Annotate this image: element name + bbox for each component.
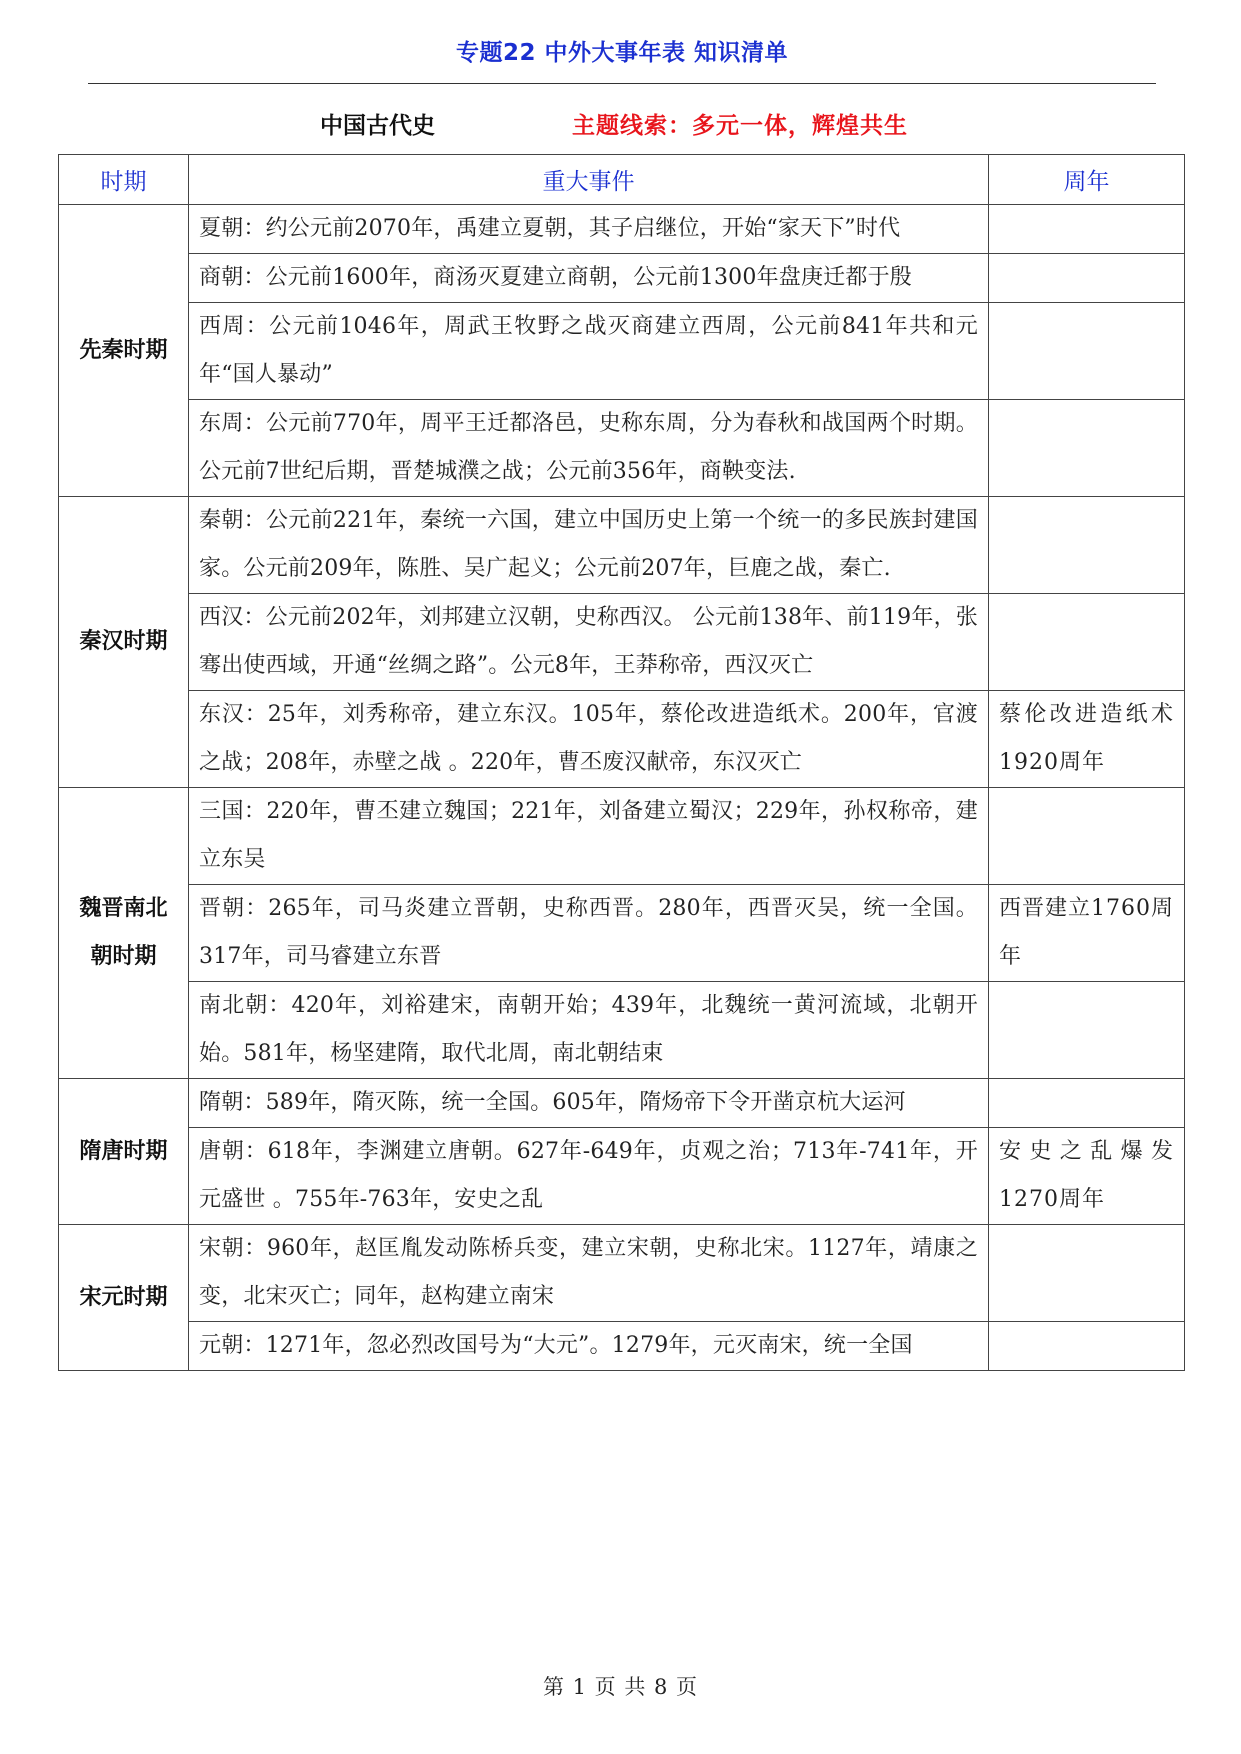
section-title: 中国古代史 xyxy=(320,113,435,139)
period-cell: 先秦时期 xyxy=(59,205,189,497)
anniversary-cell xyxy=(989,1225,1185,1322)
table-row xyxy=(59,303,1185,400)
events-table xyxy=(58,154,1185,1371)
table-row xyxy=(59,885,1185,982)
theme-line: 主题线索：多元一体，辉煌共生 xyxy=(572,112,908,139)
anniversary-cell: 蔡伦改进造纸术1920周年 xyxy=(989,691,1185,788)
event-cell: 东汉：25年，刘秀称帝，建立东汉。105年，蔡伦改进造纸术。200年，官渡之战；208年，赤壁之战 。220年，曹丕废汉献帝，东汉灭亡 xyxy=(189,691,989,788)
anniversary-cell xyxy=(989,1322,1185,1371)
page-footer: 第 1 页 共 8 页 xyxy=(542,1675,699,1699)
table-header-row xyxy=(59,155,1185,205)
table-row xyxy=(59,1128,1185,1225)
table-row xyxy=(59,254,1185,303)
event-cell: 唐朝：618年，李渊建立唐朝。627年-649年，贞观之治；713年-741年，开元盛世 。755年-763年，安史之乱 xyxy=(189,1128,989,1225)
event-cell: 秦朝：公元前221年，秦统一六国，建立中国历史上第一个统一的多民族封建国家。公元前209年，陈胜、吴广起义；公元前207年，巨鹿之战，秦亡. xyxy=(189,497,989,594)
anniversary-cell xyxy=(989,400,1185,497)
anniversary-cell xyxy=(989,594,1185,691)
table-row xyxy=(59,400,1185,497)
event-cell: 元朝：1271年，忽必烈改国号为“大元”。1279年，元灭南宋，统一全国 xyxy=(189,1322,989,1371)
column-header-anniversary: 周年 xyxy=(989,155,1185,205)
event-cell: 西周：公元前1046年，周武王牧野之战灭商建立西周，公元前841年共和元年“国人暴动” xyxy=(189,303,989,400)
event-cell: 晋朝：265年，司马炎建立晋朝，史称西晋。280年，西晋灭吴，统一全国。317年，司马睿建立东晋 xyxy=(189,885,989,982)
document-header: 专题22 中外大事年表 知识清单 xyxy=(455,40,789,66)
column-header-period: 时期 xyxy=(59,155,189,205)
anniversary-cell: 安史之乱爆发1270周年 xyxy=(989,1128,1185,1225)
anniversary-cell xyxy=(989,303,1185,400)
table-row xyxy=(59,1079,1185,1128)
anniversary-cell: 西晋建立1760周年 xyxy=(989,885,1185,982)
event-cell: 三国：220年，曹丕建立魏国；221年，刘备建立蜀汉；229年，孙权称帝，建立东吴 xyxy=(189,788,989,885)
column-header-events: 重大事件 xyxy=(189,155,989,205)
anniversary-cell xyxy=(989,982,1185,1079)
event-cell: 商朝：公元前1600年，商汤灭夏建立商朝，公元前1300年盘庚迁都于殷 xyxy=(189,254,989,303)
event-cell: 南北朝：420年，刘裕建宋，南朝开始；439年，北魏统一黄河流域，北朝开始。581年，杨坚建隋，取代北周，南北朝结束 xyxy=(189,982,989,1079)
table-row xyxy=(59,1322,1185,1371)
anniversary-cell xyxy=(989,205,1185,254)
event-cell: 东周：公元前770年，周平王迁都洛邑，史称东周，分为春秋和战国两个时期。公元前7世纪后期，晋楚城濮之战；公元前356年，商鞅变法. xyxy=(189,400,989,497)
table-row xyxy=(59,982,1185,1079)
period-cell: 宋元时期 xyxy=(59,1225,189,1371)
table-row xyxy=(59,205,1185,254)
period-cell: 魏晋南北朝时期 xyxy=(59,788,189,1079)
anniversary-cell xyxy=(989,254,1185,303)
event-cell: 夏朝：约公元前2070年，禹建立夏朝，其子启继位，开始“家天下”时代 xyxy=(189,205,989,254)
table-row xyxy=(59,497,1185,594)
event-cell: 宋朝：960年，赵匡胤发动陈桥兵变，建立宋朝，史称北宋。1127年，靖康之变，北宋灭亡；同年，赵构建立南宋 xyxy=(189,1225,989,1322)
table-row xyxy=(59,788,1185,885)
table-row xyxy=(59,594,1185,691)
header-rule xyxy=(88,83,1156,84)
period-cell: 秦汉时期 xyxy=(59,497,189,788)
anniversary-cell xyxy=(989,788,1185,885)
event-cell: 隋朝：589年，隋灭陈，统一全国。605年，隋炀帝下令开凿京杭大运河 xyxy=(189,1079,989,1128)
table-row xyxy=(59,691,1185,788)
table-row xyxy=(59,1225,1185,1322)
anniversary-cell xyxy=(989,1079,1185,1128)
period-cell: 隋唐时期 xyxy=(59,1079,189,1225)
table-body xyxy=(59,205,1185,1371)
event-cell: 西汉：公元前202年，刘邦建立汉朝，史称西汉。 公元前138年、前119年，张骞出使西域，开通“丝绸之路”。公元8年，王莽称帝，西汉灭亡 xyxy=(189,594,989,691)
anniversary-cell xyxy=(989,497,1185,594)
